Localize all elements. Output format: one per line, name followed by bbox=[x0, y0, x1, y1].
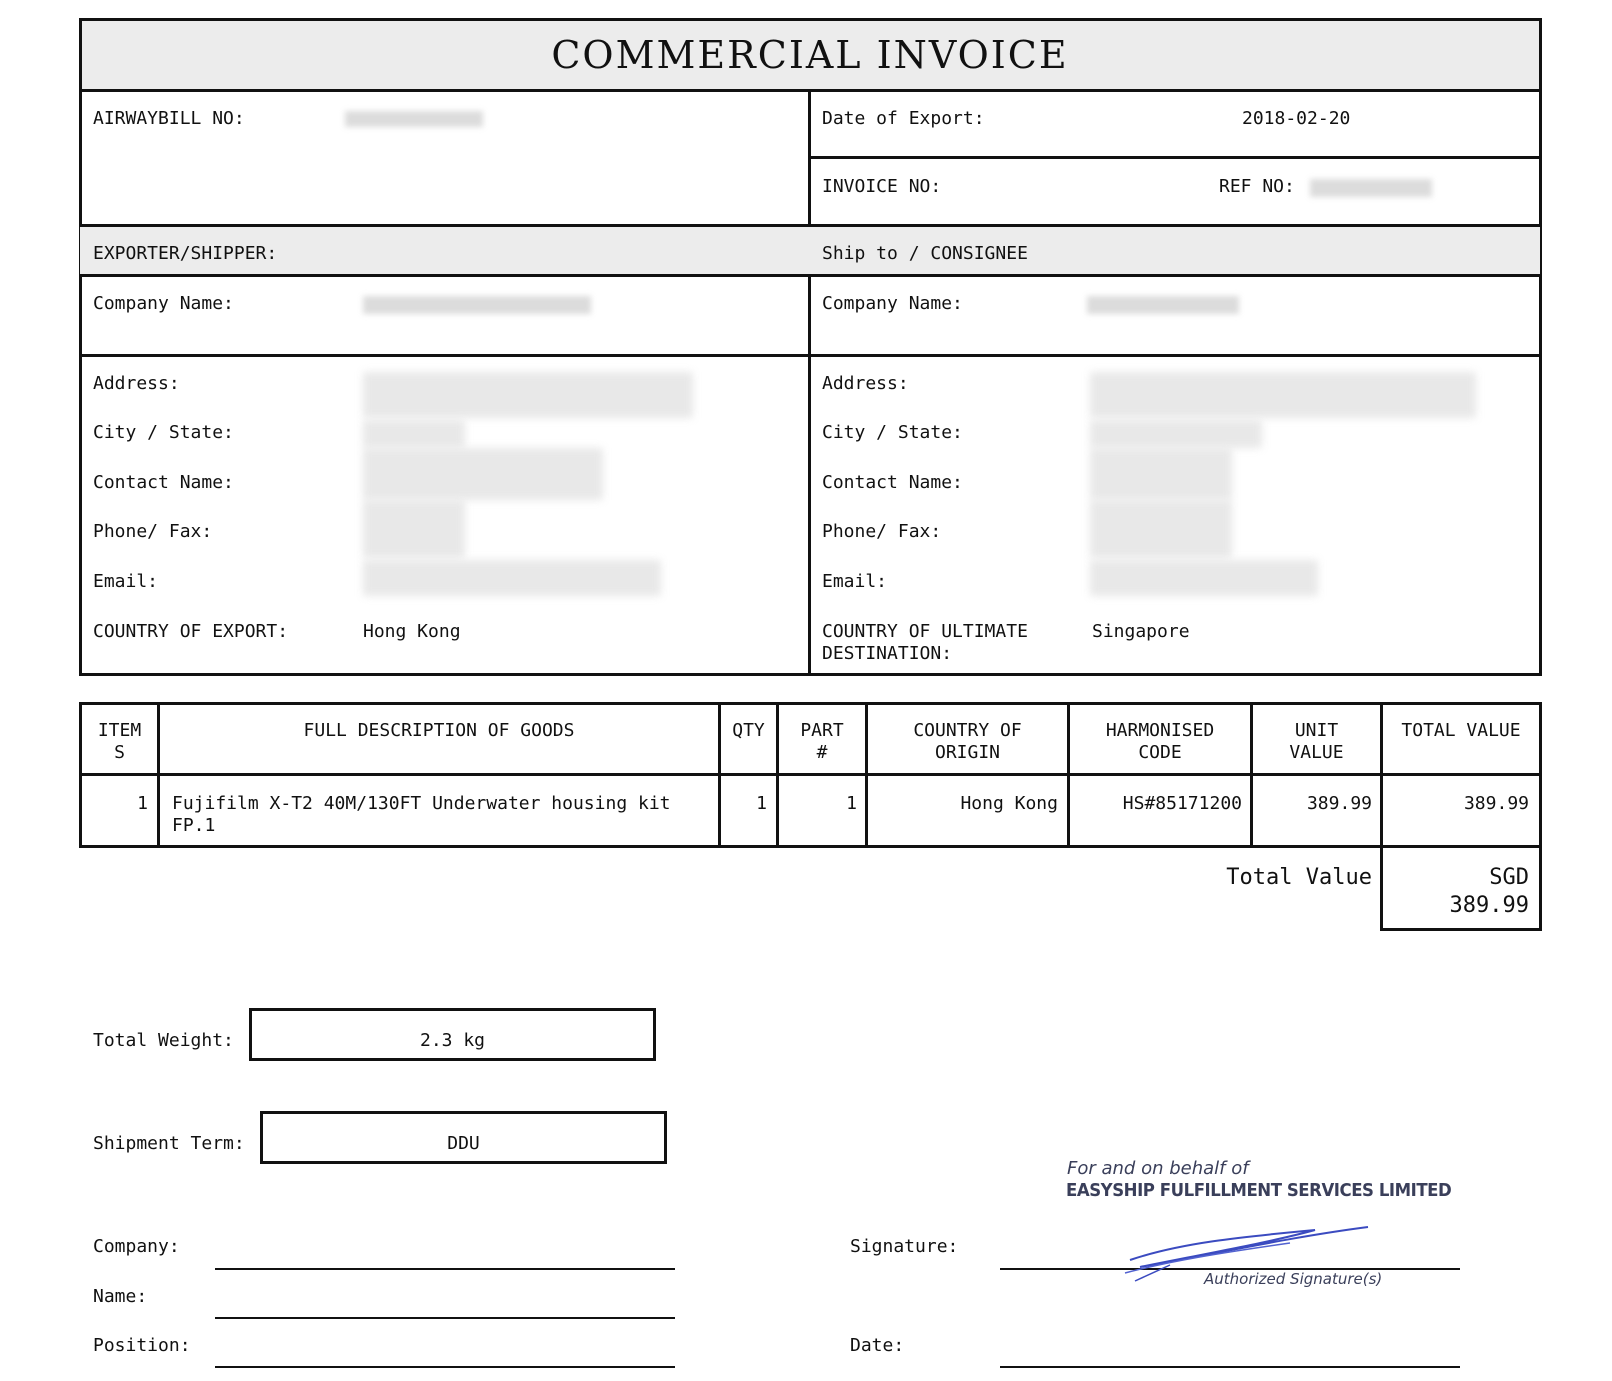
name-label: Name: bbox=[93, 1286, 148, 1307]
exporter-email-label: Email: bbox=[93, 571, 159, 592]
page-title: COMMERCIAL INVOICE bbox=[551, 33, 1069, 77]
column-header-description: FULL DESCRIPTION OF GOODS bbox=[303, 720, 575, 741]
redacted-airwaybill bbox=[345, 111, 483, 127]
divider bbox=[79, 224, 1542, 227]
redacted-consignee-contact bbox=[1090, 448, 1232, 500]
date-line bbox=[1000, 1366, 1460, 1368]
redacted-consignee-phone bbox=[1090, 500, 1232, 558]
ref-no-label: REF NO: bbox=[1219, 176, 1295, 197]
redacted-exporter-phone bbox=[363, 500, 465, 558]
divider bbox=[808, 156, 1542, 159]
exporter-country-value: Hong Kong bbox=[363, 621, 461, 642]
column-header-unit-value: UNIT VALUE bbox=[1289, 720, 1344, 763]
total-amount: 389.99 bbox=[1449, 893, 1529, 918]
exporter-header: EXPORTER/SHIPPER: bbox=[93, 243, 278, 264]
exporter-phone-label: Phone/ Fax: bbox=[93, 521, 213, 542]
consignee-address-label: Address: bbox=[822, 373, 909, 394]
column-header-items: ITEM S bbox=[97, 720, 142, 763]
signature-label: Signature: bbox=[850, 1236, 959, 1257]
cell-unit-value: 389.99 bbox=[1306, 793, 1372, 814]
cell-total-value: 389.99 bbox=[1463, 793, 1529, 814]
stamp-authorized: Authorized Signature(s) bbox=[1204, 1270, 1383, 1288]
total-value-label: Total Value bbox=[1226, 865, 1372, 890]
exporter-city-label: City / State: bbox=[93, 422, 234, 443]
date-of-export-label: Date of Export: bbox=[822, 108, 985, 129]
shipment-term-value: DDU bbox=[447, 1133, 480, 1154]
divider bbox=[79, 274, 1542, 277]
invoice-no-label: INVOICE NO: bbox=[822, 176, 942, 197]
column-header-part: PART # bbox=[800, 720, 844, 763]
redacted-exporter-company bbox=[363, 296, 591, 314]
column-header-hs-code: HARMONISED CODE bbox=[1105, 720, 1215, 763]
redacted-exporter-contact bbox=[363, 448, 603, 500]
date-of-export-value: 2018-02-20 bbox=[1242, 108, 1351, 129]
name-line bbox=[215, 1317, 675, 1319]
redacted-consignee-city bbox=[1090, 420, 1262, 448]
divider bbox=[808, 89, 811, 676]
cell-part: 1 bbox=[846, 793, 857, 814]
cell-origin: Hong Kong bbox=[960, 793, 1058, 814]
cell-description: Fujifilm X-T2 40M/130FT Underwater housing kit bbox=[172, 793, 671, 814]
consignee-company-label: Company Name: bbox=[822, 293, 963, 314]
cell-qty: 1 bbox=[756, 793, 767, 814]
company-line bbox=[215, 1268, 675, 1270]
redacted-exporter-city bbox=[363, 420, 465, 448]
column-header-qty: QTY bbox=[732, 720, 765, 741]
position-line bbox=[215, 1366, 675, 1368]
consignee-phone-label: Phone/ Fax: bbox=[822, 521, 942, 542]
stamp-company: EASYSHIP FULFILLMENT SERVICES LIMITED bbox=[1066, 1180, 1452, 1201]
company-label: Company: bbox=[93, 1236, 180, 1257]
handwritten-signature bbox=[1100, 1215, 1380, 1285]
redacted-ref-no bbox=[1310, 179, 1432, 197]
divider bbox=[79, 773, 1542, 776]
redacted-exporter-email bbox=[363, 560, 661, 596]
exporter-country-label: COUNTRY OF EXPORT: bbox=[93, 621, 289, 642]
total-currency: SGD bbox=[1489, 865, 1529, 890]
section-header-bg bbox=[80, 227, 1540, 275]
exporter-contact-label: Contact Name: bbox=[93, 472, 234, 493]
consignee-city-label: City / State: bbox=[822, 422, 963, 443]
redacted-consignee-company bbox=[1087, 296, 1239, 314]
column-header-origin: COUNTRY OF ORIGIN bbox=[913, 720, 1022, 763]
stamp-line1: For and on behalf of bbox=[1067, 1158, 1249, 1179]
redacted-consignee-email bbox=[1090, 560, 1318, 596]
airwaybill-label: AIRWAYBILL NO: bbox=[93, 108, 245, 129]
total-weight-label: Total Weight: bbox=[93, 1030, 234, 1051]
shipment-term-label: Shipment Term: bbox=[93, 1133, 245, 1154]
consignee-header: Ship to / CONSIGNEE bbox=[822, 243, 1028, 264]
redacted-consignee-address bbox=[1090, 372, 1476, 418]
redacted-exporter-address bbox=[363, 372, 693, 418]
column-header-total-value: TOTAL VALUE bbox=[1401, 720, 1521, 741]
exporter-company-label: Company Name: bbox=[93, 293, 234, 314]
consignee-country-label: COUNTRY OF ULTIMATE DESTINATION: bbox=[822, 621, 1028, 664]
date-label: Date: bbox=[850, 1335, 905, 1356]
consignee-contact-label: Contact Name: bbox=[822, 472, 963, 493]
total-weight-value: 2.3 kg bbox=[419, 1030, 486, 1051]
cell-item: 1 bbox=[137, 793, 148, 814]
exporter-address-label: Address: bbox=[93, 373, 180, 394]
cell-description-line2: FP.1 bbox=[172, 815, 216, 836]
position-label: Position: bbox=[93, 1335, 191, 1356]
consignee-email-label: Email: bbox=[822, 571, 888, 592]
cell-hs-code: HS#85171200 bbox=[1122, 793, 1242, 814]
divider bbox=[79, 354, 1542, 357]
consignee-country-value: Singapore bbox=[1092, 621, 1190, 642]
